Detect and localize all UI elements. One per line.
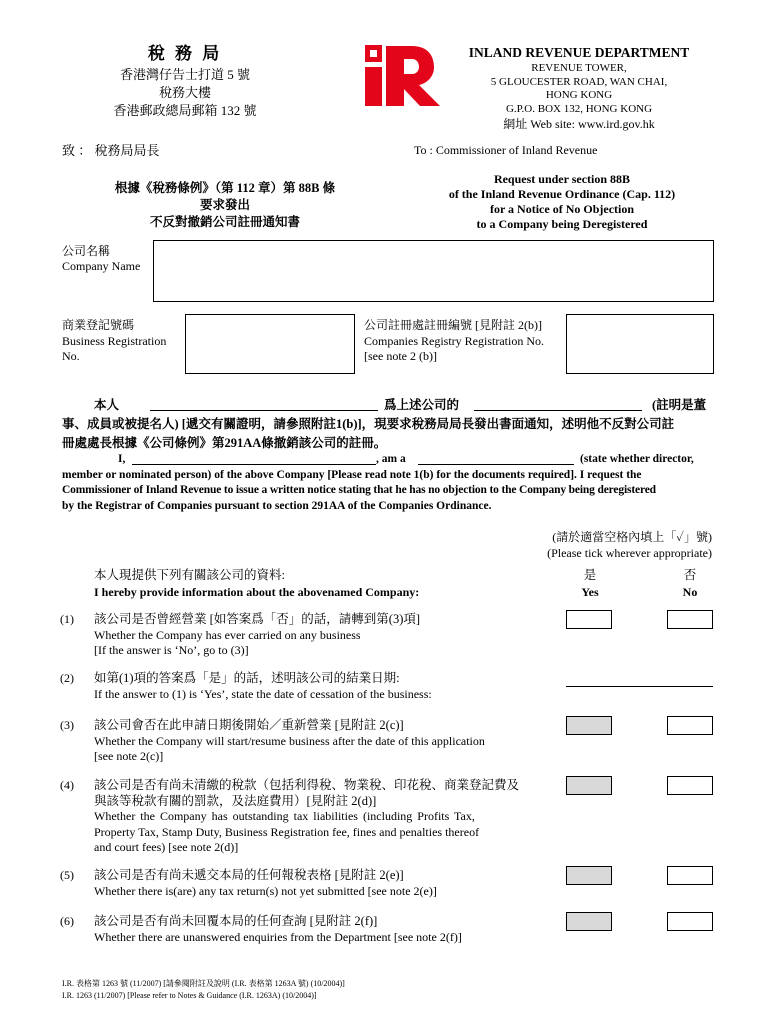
declaration-en-part: I, — [118, 453, 126, 465]
form-title-zh — [95, 180, 355, 231]
br-label — [62, 318, 166, 365]
cr-label-en: [see note 2 (b)] — [364, 349, 437, 363]
q4-yes-checkbox[interactable] — [566, 776, 612, 795]
form-title-en — [420, 172, 704, 232]
info-header-zh: 本人現提供下列有關該公司的資料: — [94, 568, 285, 582]
zh-address-line: 香港灣仔告士打道 5 號 — [119, 67, 250, 82]
q3-yes-checkbox[interactable] — [566, 716, 612, 735]
question-number: (1) — [60, 612, 74, 626]
form-footer — [62, 978, 345, 1002]
br-label-en: Business Registration — [62, 333, 167, 348]
question-number: (5) — [60, 868, 74, 882]
declarant-name-line-en[interactable] — [132, 464, 376, 465]
form-title-zh-line: 要求發出 — [199, 198, 250, 212]
br-number-field[interactable] — [185, 314, 355, 374]
question-6 — [94, 914, 462, 945]
form-title-zh-line: 不反對撤銷公司註冊通知書 — [149, 215, 300, 229]
capacity-line-en[interactable] — [418, 464, 574, 465]
yes-label-en: Yes — [581, 585, 599, 599]
yes-label-zh: 是 — [583, 568, 597, 582]
cessation-date-field[interactable] — [566, 686, 713, 687]
question-text-zh: 該公司會否在此申請日期後開始／重新營業 [見附註 2(c)] — [94, 718, 404, 732]
question-2 — [94, 671, 432, 702]
question-number: (3) — [60, 718, 74, 732]
question-text-en: Property Tax, Stamp Duty, Business Registration fee, fines and penalties thereof — [94, 824, 480, 839]
question-text-en: and court fees) [see note 2(d)] — [94, 840, 239, 854]
footer-line-en: I.R. 1263 (11/2007) [Please refer to Notes & Guidance (I.R. 1263A) (10/2004)] — [62, 991, 317, 1000]
declaration-zh-line: 冊處處長根據《公司條例》第291AA條撤銷該公司的註冊。 — [62, 436, 387, 450]
en-address-line: G.P.O. BOX 132, HONG KONG — [505, 102, 653, 115]
tick-instruction-zh: (請於適當空格內填上「✓」號) — [552, 530, 712, 544]
question-text-zh: 該公司是否有尚未遞交本局的任何報稅表格 [見附註 2(e)] — [94, 868, 404, 882]
question-text-en: [If the answer is ‘No’, go to (3)] — [94, 643, 249, 657]
capacity-line-zh[interactable] — [474, 410, 642, 411]
q1-no-checkbox[interactable] — [667, 610, 713, 629]
question-number: (6) — [60, 914, 74, 928]
form-title-en-line: Request under section 88B — [493, 172, 631, 186]
yes-column-header — [568, 567, 612, 601]
cr-number-field[interactable] — [566, 314, 714, 374]
cr-label — [364, 318, 544, 365]
form-title-en-line: to a Company being Deregistered — [476, 217, 648, 231]
question-text-en: [see note 2(c)] — [94, 749, 164, 763]
form-title-zh-line: 根據《稅務條例》（第 112 章）第 88B 條 — [114, 181, 336, 195]
en-address-line: HONG KONG — [545, 89, 613, 101]
question-5 — [94, 868, 437, 899]
question-text-zh: 該公司是否有尚未回覆本局的任何查詢 [見附註 2(f)] — [94, 914, 378, 928]
question-4 — [94, 778, 534, 856]
declaration-en-line: Commissioner of Inland Revenue to issue a written notice stating that he has no objection to the Company being deregistered — [62, 484, 656, 496]
question-text-en: If the answer to (1) is ‘Yes’, state the date of cessation of the business: — [94, 686, 432, 701]
ird-logo — [362, 42, 442, 108]
question-text-en: Whether there is(are) any tax return(s) not yet submitted [see note 2(e)] — [94, 883, 437, 898]
cr-label-en: Companies Registry Registration No. — [364, 333, 544, 348]
q6-no-checkbox[interactable] — [667, 912, 713, 931]
cr-label-zh: 公司註冊處註冊編號 [見附註 2(b)] — [364, 318, 542, 332]
en-department-header — [440, 44, 718, 132]
question-text-zh: 與該等稅款有關的罰款，及法庭費用）[見附註 2(d)] — [94, 793, 377, 808]
form-title-en-line: for a Notice of No Objection — [489, 202, 635, 216]
declaration-zh-line: 事、成員或被提名人) [遞交有關證明，請參照附註1(b)]，現要求稅務局局長發出書面通知，述明他不反對公司註 — [62, 417, 675, 431]
question-text-en: Whether there are unanswered enquiries from the Department [see note 2(f)] — [94, 929, 462, 944]
form-title-en-line: of the Inland Revenue Ordinance (Cap. 112) — [448, 187, 676, 201]
declaration-en-part: , am a — [376, 453, 406, 465]
en-address-line: 5 GLOUCESTER ROAD, WAN CHAI, — [490, 75, 668, 88]
website-link[interactable]: 網址 Web site: www.ird.gov.hk — [503, 117, 655, 131]
company-name-label-zh: 公司名稱 — [62, 244, 111, 258]
declaration-zh — [62, 396, 717, 453]
zh-address-line: 香港郵政總局郵箱 132 號 — [113, 103, 257, 118]
zh-department-title: 稅 務 局 — [147, 44, 223, 63]
question-number: (4) — [60, 778, 74, 792]
zh-address-line: 稅務大樓 — [158, 85, 211, 100]
q4-no-checkbox[interactable] — [667, 776, 713, 795]
en-department-title: INLAND REVENUE DEPARTMENT — [468, 45, 690, 60]
question-text-en: Whether the Company has ever carried on any business — [94, 627, 361, 642]
question-1 — [94, 612, 420, 659]
company-name-label — [62, 244, 140, 274]
no-column-header — [667, 567, 713, 601]
no-label-zh: 否 — [683, 568, 697, 582]
declaration-zh-part: 爲上述公司的 — [384, 398, 460, 412]
footer-line-zh: I.R. 表格第 1263 號 (11/2007) [請參閱附註及說明 (I.R. 表格第 1263A 號) (10/2004)] — [62, 979, 345, 988]
declaration-en-part: (state whether director, — [580, 453, 694, 465]
no-label-en: No — [682, 585, 698, 599]
q1-yes-checkbox[interactable] — [566, 610, 612, 629]
declaration-zh-part: 本人 — [94, 398, 120, 412]
question-number: (2) — [60, 671, 74, 685]
question-text-en: Whether the Company will start/resume business after the date of this application — [94, 733, 485, 748]
company-name-field[interactable] — [153, 240, 714, 302]
ird-logo-icon — [362, 42, 442, 108]
declarant-name-line-zh[interactable] — [150, 410, 378, 411]
q5-no-checkbox[interactable] — [667, 866, 713, 885]
info-header — [94, 567, 419, 601]
addressee-en: To : Commissioner of Inland Revenue — [414, 143, 598, 157]
company-name-label-en: Company Name — [62, 259, 141, 273]
q5-yes-checkbox[interactable] — [566, 866, 612, 885]
br-label-zh: 商業登記號碼 — [62, 318, 135, 332]
tick-instruction-en: (Please tick wherever appropriate) — [547, 546, 712, 560]
declaration-zh-part: (註明是董 — [652, 398, 707, 412]
q6-yes-checkbox[interactable] — [566, 912, 612, 931]
question-3 — [94, 718, 534, 765]
zh-department-header — [80, 44, 290, 120]
declaration-en-line: member or nominated person) of the above Company [Please read note 1(b) for the documents required]. I request the — [62, 468, 642, 481]
br-label-en: No. — [62, 349, 80, 363]
question-text-en: Whether the Company has outstanding tax liabilities (including Profits Tax, — [94, 809, 475, 823]
tick-instruction — [420, 529, 712, 561]
info-header-en: I hereby provide information about the abovenamed Company: — [94, 585, 420, 599]
question-text-zh: 該公司是否曾經營業 [如答案爲「否」的話，請轉到第(3)項] — [94, 612, 421, 626]
question-text-zh: 如第(1)項的答案爲「是」的話，述明該公司的結業日期: — [94, 671, 400, 685]
q3-no-checkbox[interactable] — [667, 716, 713, 735]
question-text-zh: 該公司是否有尚未清繳的稅款（包括利得稅、物業稅、印花稅、商業登記費及 — [94, 778, 520, 792]
declaration-en — [62, 452, 717, 514]
addressee-zh: 致 ： 稅務局局長 — [62, 143, 160, 158]
en-address-line: REVENUE TOWER, — [531, 62, 627, 74]
declaration-en-line: by the Registrar of Companies pursuant to section 291AA of the Companies Ordinance. — [62, 499, 492, 512]
